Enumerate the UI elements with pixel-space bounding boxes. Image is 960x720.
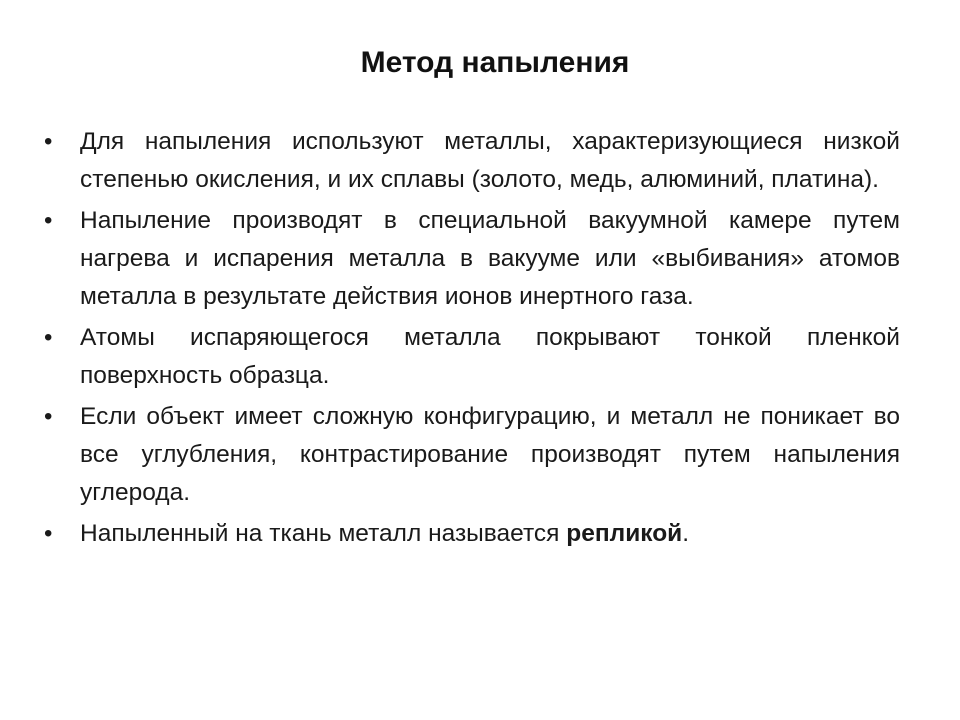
list-item <box>44 123 900 199</box>
bullet-text: Напыление производят в специальной вакуумной камере путем нагрева и испарения металла в вакууме или «выбивания» атомов металла в результате действия ионов инертного газа. <box>80 207 900 310</box>
bullet-dot-icon: • <box>44 128 53 155</box>
term-replica: репликой <box>566 520 683 547</box>
bullet-dot-icon: • <box>44 403 53 430</box>
list-item <box>44 319 900 395</box>
list-item <box>44 515 900 553</box>
bullet-text-end: . <box>682 520 690 547</box>
list-item <box>44 202 900 316</box>
bullet-text: Если объект имеет сложную конфигурацию, и металл не поникает во все углубления, контрастирование производят путем напыления углерода. <box>80 403 900 506</box>
bullet-text: Атомы испаряющегося металла покрывают тонкой пленкой поверхность образца. <box>80 324 900 389</box>
bullet-dot-icon: • <box>44 324 53 351</box>
bullet-dot-icon: • <box>44 207 53 234</box>
bullet-text-start: Напыленный на ткань металл называется <box>80 520 567 547</box>
list-item <box>44 398 900 512</box>
slide-title: Метод напыления <box>360 46 630 79</box>
bullet-dot-icon: • <box>44 520 53 547</box>
bullet-list <box>44 123 900 556</box>
bullet-text: Для напыления используют металлы, характеризующиеся низкой степенью окисления, и их сплавы (золото, медь, алюминий, платина). <box>80 128 900 193</box>
